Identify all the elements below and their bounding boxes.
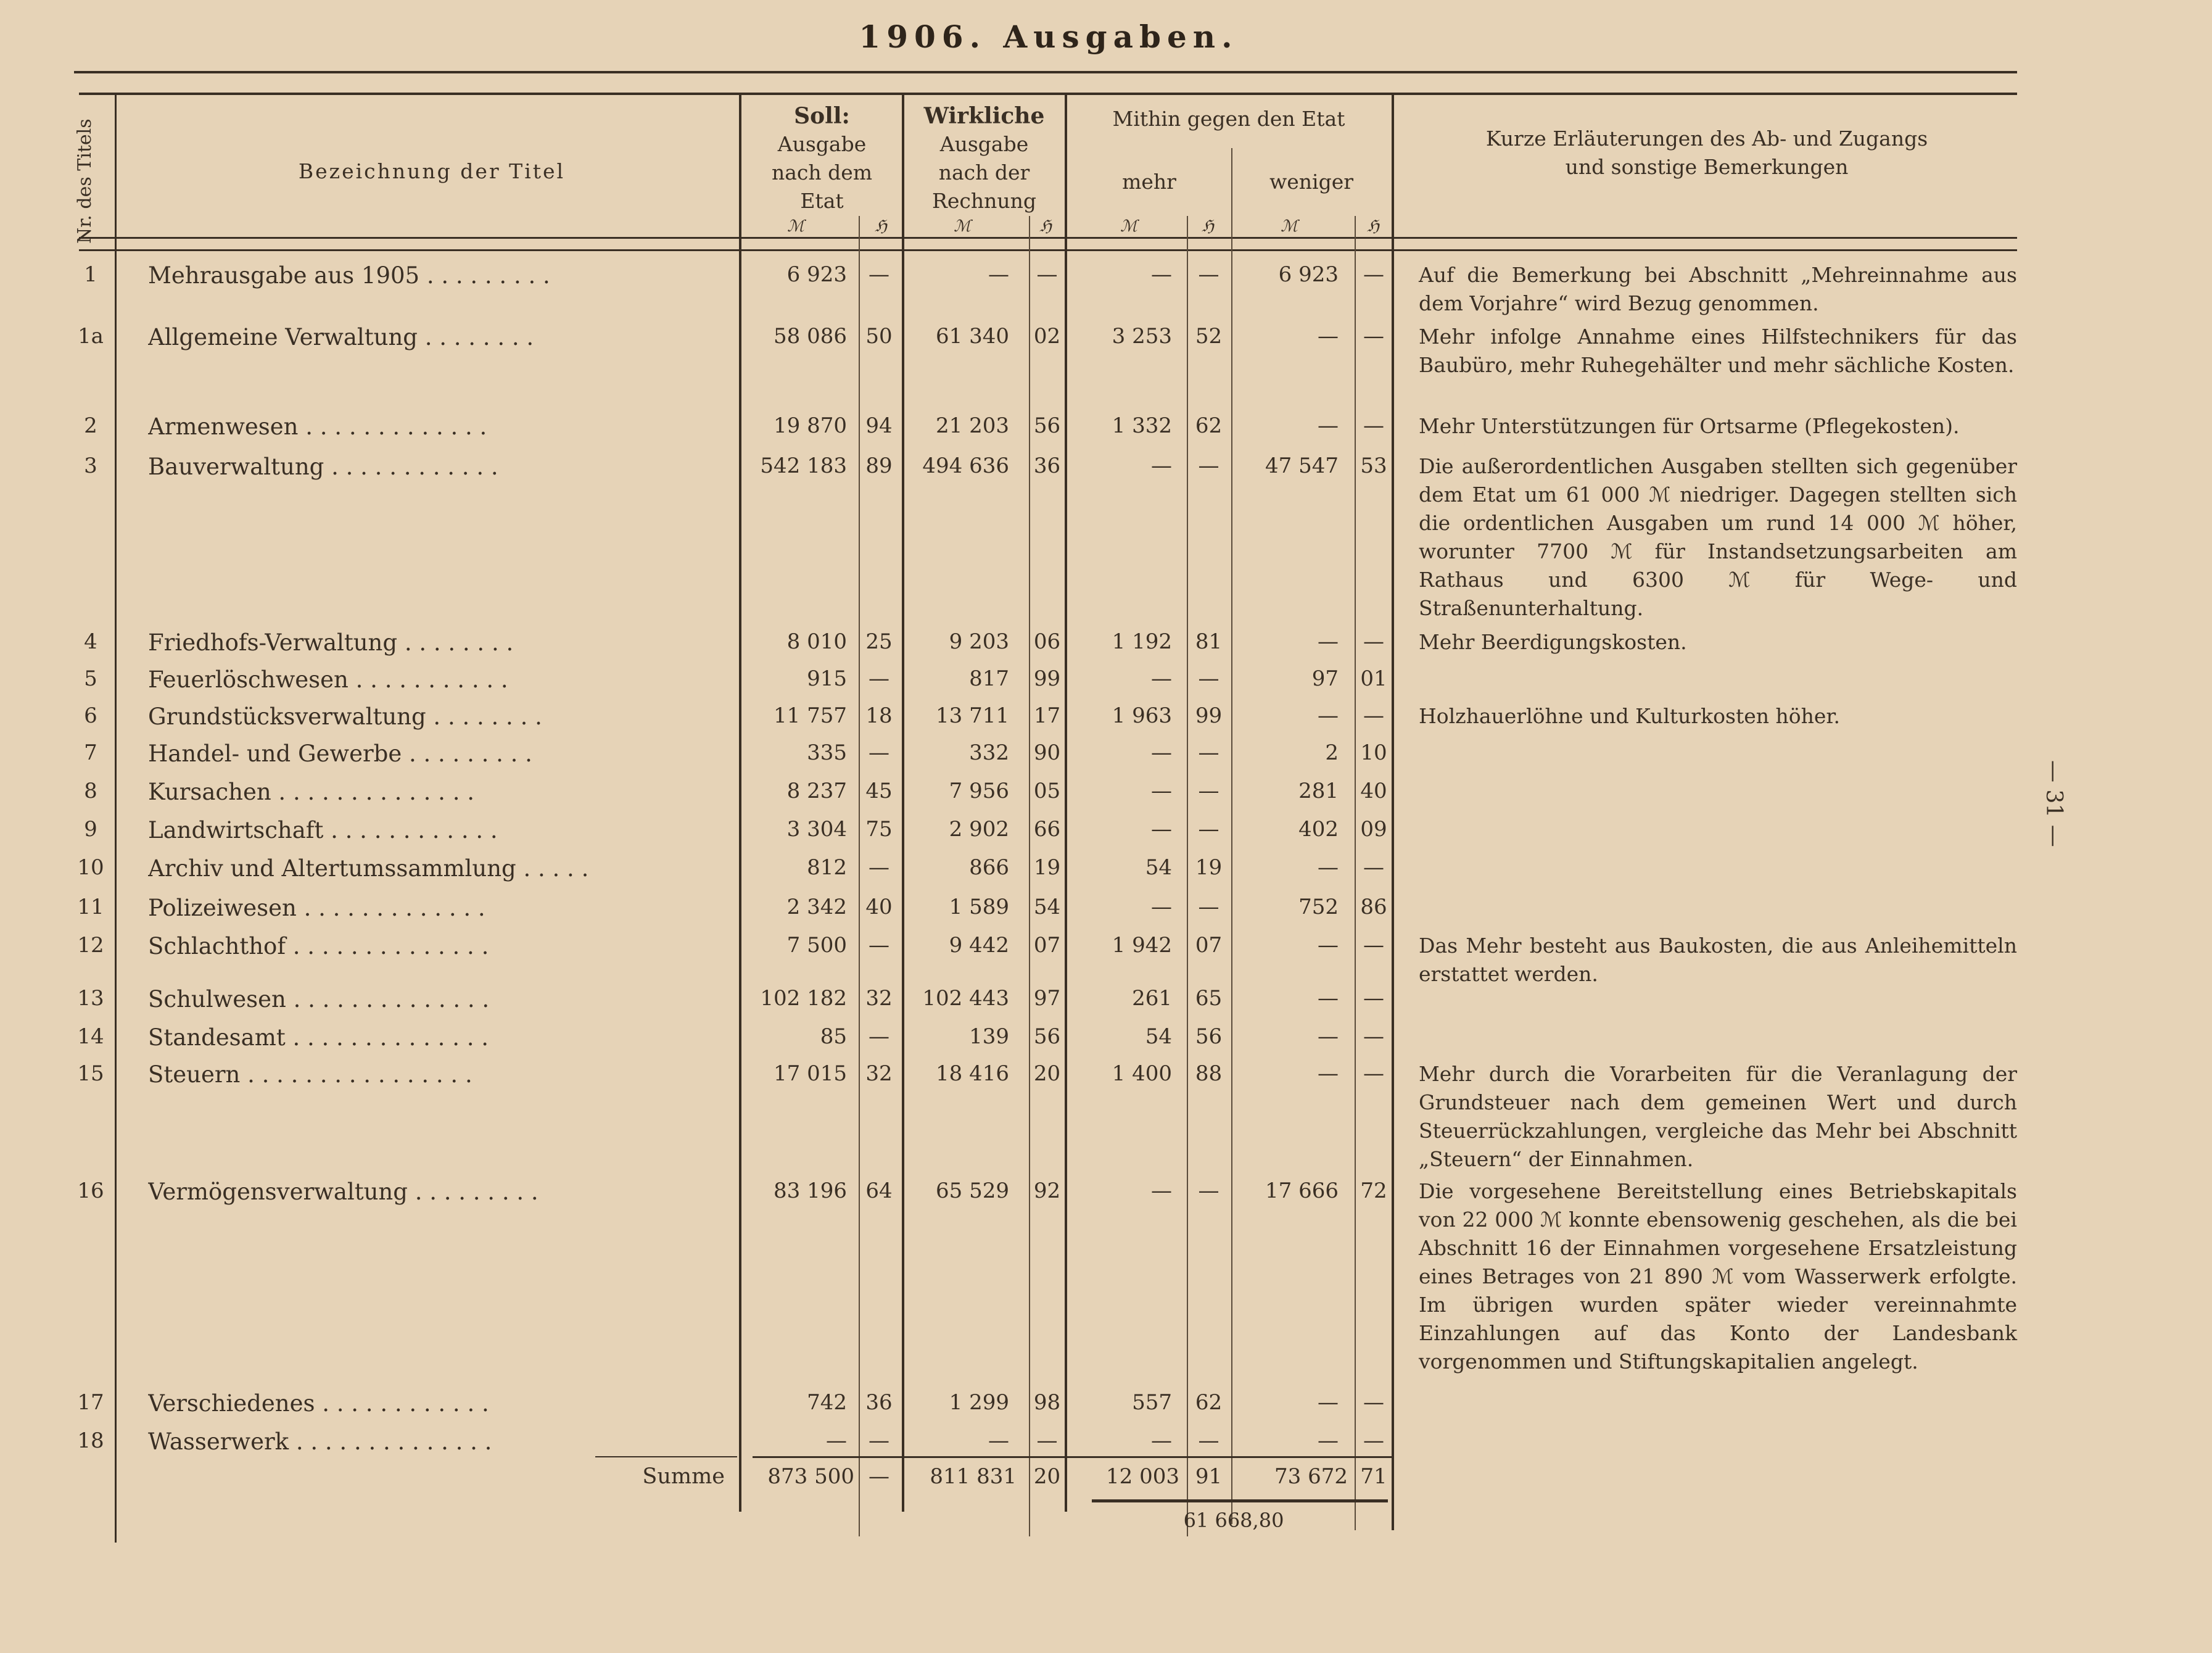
row-ist-pf: 05 xyxy=(1033,779,1061,803)
row-title: Kursachen . . . . . . . . . . . . . . xyxy=(148,779,474,805)
row-soll-m: 542 183 xyxy=(760,454,847,478)
row-mehr-pf: — xyxy=(1198,1428,1219,1453)
row-ist-m: 7 956 xyxy=(949,779,1009,803)
row-ist-m: 9 203 xyxy=(949,629,1009,654)
row-weniger-pf: — xyxy=(1363,933,1384,958)
row-weniger-m: — xyxy=(1318,1024,1339,1049)
row-mehr-pf: 62 xyxy=(1195,413,1223,438)
row-soll-pf: 64 xyxy=(865,1179,893,1203)
row-weniger-pf: 40 xyxy=(1360,779,1387,803)
row-soll-m: 8 237 xyxy=(786,779,847,803)
bemerkungen-header-l1: Kurze Erläuterungen des Ab- und Zugangs xyxy=(1485,126,1928,151)
row-soll-m: 11 757 xyxy=(774,703,847,728)
row-title: Bauverwaltung . . . . . . . . . . . . xyxy=(148,454,498,480)
row-ist-pf: 98 xyxy=(1033,1390,1061,1415)
row-ist-m: 332 xyxy=(969,740,1009,765)
row-nr: 7 xyxy=(84,740,97,765)
row-soll-pf: 25 xyxy=(865,629,893,654)
row-soll-m: 742 xyxy=(807,1390,847,1415)
row-ist-pf: 66 xyxy=(1033,817,1061,842)
body-top-rule xyxy=(79,249,2017,251)
summe-mehr-pf: 91 xyxy=(1195,1464,1223,1489)
header-bottom-rule xyxy=(79,237,2017,239)
row-weniger-m: 97 xyxy=(1311,666,1339,691)
col-rule-weniger xyxy=(1231,148,1232,1524)
row-soll-pf: — xyxy=(869,855,889,880)
bemerkungen-header-l2: und sonstige Bemerkungen xyxy=(1565,155,1849,179)
row-nr: 3 xyxy=(84,454,97,478)
summe-ist-m: 811 831 xyxy=(930,1464,1017,1489)
row-title: Allgemeine Verwaltung . . . . . . . . xyxy=(148,324,534,350)
row-weniger-m: — xyxy=(1318,629,1339,654)
row-mehr-pf: 07 xyxy=(1195,933,1223,958)
row-soll-pf: — xyxy=(869,933,889,958)
row-mehr-m: — xyxy=(1151,666,1172,691)
row-weniger-m: — xyxy=(1318,855,1339,880)
row-soll-m: 2 342 xyxy=(786,895,847,919)
wirkliche-header-l1: Wirkliche xyxy=(923,103,1045,129)
row-mehr-pf: 65 xyxy=(1195,986,1223,1011)
row-title: Archiv und Altertumssammlung . . . . . xyxy=(148,855,589,882)
row-ist-pf: 97 xyxy=(1033,986,1061,1011)
row-remark: Die außerordentlichen Ausgaben stellten sich gegenüber dem Etat um 61 000 ℳ niedriger. Dagegen stellten sich die ordentlichen Ausgaben um rund 14 000 ℳ höher, worunter 7700 ℳ für Instandsetzungsarbeiten am Rathaus und 6300 ℳ für Wege- und Straßenunterhaltung. xyxy=(1419,454,2017,620)
row-ist-pf: 56 xyxy=(1033,413,1061,438)
row-soll-m: 8 010 xyxy=(786,629,847,654)
row-nr: 18 xyxy=(77,1428,104,1453)
row-ist-m: 866 xyxy=(969,855,1009,880)
row-mehr-m: 54 xyxy=(1145,855,1172,880)
row-mehr-m: 1 332 xyxy=(1112,413,1172,438)
row-soll-m: 335 xyxy=(807,740,847,765)
row-soll-pf: 18 xyxy=(865,703,893,728)
row-nr: 14 xyxy=(77,1024,104,1049)
row-ist-m: 139 xyxy=(969,1024,1009,1049)
row-ist-m: — xyxy=(988,262,1009,287)
row-mehr-pf: 99 xyxy=(1195,703,1223,728)
row-soll-m: 812 xyxy=(807,855,847,880)
summe-rule xyxy=(753,1456,1394,1458)
row-title: Standesamt . . . . . . . . . . . . . . xyxy=(148,1024,489,1051)
col-rule-ist xyxy=(902,93,904,1512)
header-top-rule xyxy=(79,93,2017,95)
row-mehr-pf: 19 xyxy=(1195,855,1223,880)
unit-pf-soll: ℌ xyxy=(875,217,887,236)
col-rule-mehr xyxy=(1065,93,1067,1512)
row-mehr-m: — xyxy=(1151,1179,1172,1203)
row-ist-pf: 92 xyxy=(1033,1179,1061,1203)
difference-rule xyxy=(1092,1499,1388,1502)
row-nr: 10 xyxy=(77,855,104,880)
row-mehr-m: — xyxy=(1151,454,1172,478)
wirkliche-header xyxy=(906,102,1063,215)
row-weniger-m: — xyxy=(1318,703,1339,728)
summe-weniger-pf: 71 xyxy=(1360,1464,1387,1489)
row-ist-m: 65 529 xyxy=(936,1179,1009,1203)
row-ist-pf: 90 xyxy=(1033,740,1061,765)
row-ist-pf: 17 xyxy=(1033,703,1061,728)
row-nr: 8 xyxy=(84,779,97,803)
nr-header: Nr. des Titels xyxy=(74,118,96,244)
unit-pf-mehr: ℌ xyxy=(1202,217,1214,236)
row-ist-pf: 07 xyxy=(1033,933,1061,958)
top-rule xyxy=(74,71,2017,73)
row-weniger-m: — xyxy=(1318,986,1339,1011)
row-mehr-m: — xyxy=(1151,895,1172,919)
unit-pf-ist: ℌ xyxy=(1039,217,1052,236)
row-mehr-pf: 56 xyxy=(1195,1024,1223,1049)
row-ist-m: 1 589 xyxy=(949,895,1009,919)
row-nr: 6 xyxy=(84,703,97,728)
row-weniger-pf: — xyxy=(1363,1428,1384,1453)
summe-soll-m: 873 500 xyxy=(767,1464,854,1489)
row-weniger-m: — xyxy=(1318,1390,1339,1415)
row-soll-pf: 94 xyxy=(865,413,893,438)
row-title: Mehrausgabe aus 1905 . . . . . . . . . xyxy=(148,262,550,289)
row-soll-pf: 89 xyxy=(865,454,893,478)
row-mehr-m: — xyxy=(1151,779,1172,803)
row-ist-m: 2 902 xyxy=(949,817,1009,842)
row-title: Friedhofs-Verwaltung . . . . . . . . xyxy=(148,629,514,656)
weniger-header: weniger xyxy=(1269,170,1353,194)
col-rule-soll xyxy=(739,93,741,1512)
row-weniger-pf: — xyxy=(1363,413,1384,438)
row-mehr-pf: — xyxy=(1198,666,1219,691)
row-nr: 9 xyxy=(84,817,97,842)
row-weniger-pf: 72 xyxy=(1360,1179,1387,1203)
row-remark: Mehr durch die Vorarbeiten für die Veranlagung der Grundsteuer nach dem gemeinen Wert und durch Steuerrückzahlungen, vergleiche das Mehr bei Abschnitt „Steuern“ der Einnahmen. xyxy=(1419,1062,2017,1171)
row-weniger-m: — xyxy=(1318,413,1339,438)
row-ist-pf: 20 xyxy=(1033,1061,1061,1086)
row-mehr-m: 261 xyxy=(1132,986,1172,1011)
row-soll-pf: 40 xyxy=(865,895,893,919)
row-mehr-m: 1 963 xyxy=(1112,703,1172,728)
row-mehr-pf: 62 xyxy=(1195,1390,1223,1415)
row-nr: 15 xyxy=(77,1061,104,1086)
row-weniger-m: — xyxy=(1318,1428,1339,1453)
soll-header-l2: Ausgabe xyxy=(777,132,867,156)
row-remark: Mehr Unterstützungen für Ortsarme (Pflegekosten). xyxy=(1419,414,1960,438)
row-weniger-pf: — xyxy=(1363,324,1384,349)
row-weniger-pf: — xyxy=(1363,703,1384,728)
row-soll-m: 102 182 xyxy=(760,986,847,1011)
row-title: Handel- und Gewerbe . . . . . . . . . xyxy=(148,740,532,767)
col-rule-mehr-pf xyxy=(1187,216,1188,1536)
unit-mark-weniger: ℳ xyxy=(1281,217,1298,236)
row-soll-m: 7 500 xyxy=(786,933,847,958)
row-soll-pf: 75 xyxy=(865,817,893,842)
row-mehr-m: 1 942 xyxy=(1112,933,1172,958)
row-ist-pf: 06 xyxy=(1033,629,1061,654)
row-ist-pf: 36 xyxy=(1033,454,1061,478)
row-ist-m: — xyxy=(988,1428,1009,1453)
row-soll-pf: — xyxy=(869,1428,889,1453)
row-weniger-m: 2 xyxy=(1325,740,1339,765)
row-weniger-pf: — xyxy=(1363,629,1384,654)
row-weniger-m: — xyxy=(1318,1061,1339,1086)
wirkliche-header-l4: Rechnung xyxy=(932,189,1036,213)
row-mehr-pf: — xyxy=(1198,779,1219,803)
row-nr: 5 xyxy=(84,666,97,691)
summe-rule-label xyxy=(595,1456,737,1457)
row-weniger-pf: — xyxy=(1363,1390,1384,1415)
row-soll-pf: 36 xyxy=(865,1390,893,1415)
row-ist-pf: 99 xyxy=(1033,666,1061,691)
summe-label: Summe xyxy=(642,1464,725,1489)
row-remark: Das Mehr besteht aus Baukosten, die aus Anleihemitteln erstattet werden. xyxy=(1419,934,2017,986)
row-weniger-m: — xyxy=(1318,324,1339,349)
summe-difference: 61 668,80 xyxy=(1183,1509,1284,1532)
row-ist-m: 13 711 xyxy=(936,703,1009,728)
row-ist-m: 61 340 xyxy=(936,324,1009,349)
unit-mark-ist: ℳ xyxy=(954,217,971,236)
row-remark: Auf die Bemerkung bei Abschnitt „Mehreinnahme aus dem Vorjahre“ wird Bezug genommen. xyxy=(1419,263,2017,315)
row-soll-m: 17 015 xyxy=(774,1061,847,1086)
row-mehr-pf: 88 xyxy=(1195,1061,1223,1086)
row-title: Grundstücksverwaltung . . . . . . . . xyxy=(148,703,542,730)
row-weniger-m: 6 923 xyxy=(1278,262,1339,287)
row-nr: 4 xyxy=(84,629,97,654)
row-weniger-pf: — xyxy=(1363,855,1384,880)
row-mehr-m: — xyxy=(1151,262,1172,287)
row-soll-m: — xyxy=(826,1428,847,1453)
row-ist-m: 102 443 xyxy=(922,986,1009,1011)
row-ist-m: 18 416 xyxy=(936,1061,1009,1086)
row-mehr-m: 1 192 xyxy=(1112,629,1172,654)
row-ist-pf: — xyxy=(1036,262,1058,287)
row-mehr-m: — xyxy=(1151,817,1172,842)
soll-header-l4: Etat xyxy=(800,189,844,213)
row-ist-m: 21 203 xyxy=(936,413,1009,438)
row-ist-m: 1 299 xyxy=(949,1390,1009,1415)
row-soll-pf: 32 xyxy=(865,986,893,1011)
row-title: Armenwesen . . . . . . . . . . . . . xyxy=(148,413,487,440)
row-soll-pf: 32 xyxy=(865,1061,893,1086)
row-ist-pf: 02 xyxy=(1033,324,1061,349)
row-soll-m: 3 304 xyxy=(786,817,847,842)
bemerkungen-header xyxy=(1395,125,2018,181)
row-soll-m: 58 086 xyxy=(774,324,847,349)
row-mehr-pf: — xyxy=(1198,454,1219,478)
page-title: 1906. Ausgaben. xyxy=(859,19,1239,55)
row-mehr-m: 54 xyxy=(1145,1024,1172,1049)
wirkliche-header-l3: nach der xyxy=(938,160,1030,184)
row-mehr-pf: — xyxy=(1198,1179,1219,1203)
row-mehr-m: 3 253 xyxy=(1112,324,1172,349)
row-weniger-pf: 10 xyxy=(1360,740,1387,765)
row-ist-m: 9 442 xyxy=(949,933,1009,958)
row-weniger-m: 752 xyxy=(1298,895,1339,919)
row-soll-pf: — xyxy=(869,1024,889,1049)
row-weniger-m: 17 666 xyxy=(1265,1179,1339,1203)
row-weniger-pf: 01 xyxy=(1360,666,1387,691)
summe-weniger-m: 73 672 xyxy=(1274,1464,1348,1489)
row-ist-pf: 54 xyxy=(1033,895,1061,919)
row-weniger-pf: 53 xyxy=(1360,454,1387,478)
row-soll-pf: — xyxy=(869,262,889,287)
soll-header xyxy=(743,102,901,215)
row-ist-pf: 56 xyxy=(1033,1024,1061,1049)
row-ist-pf: — xyxy=(1036,1428,1058,1453)
summe-ist-pf: 20 xyxy=(1033,1464,1061,1489)
row-title: Landwirtschaft . . . . . . . . . . . . xyxy=(148,817,498,843)
row-soll-m: 6 923 xyxy=(786,262,847,287)
row-weniger-pf: — xyxy=(1363,1024,1384,1049)
row-remark: Mehr Beerdigungskosten. xyxy=(1419,630,1687,654)
row-title: Feuerlöschwesen . . . . . . . . . . . xyxy=(148,666,508,693)
row-ist-m: 494 636 xyxy=(922,454,1009,478)
row-mehr-pf: — xyxy=(1198,740,1219,765)
row-mehr-pf: — xyxy=(1198,895,1219,919)
row-nr: 2 xyxy=(84,413,97,438)
row-weniger-pf: 86 xyxy=(1360,895,1387,919)
unit-mark-soll: ℳ xyxy=(787,217,804,236)
row-soll-pf: 50 xyxy=(865,324,893,349)
row-remark: Die vorgesehene Bereitstellung eines Betriebskapitals von 22 000 ℳ konnte ebensowenig geschehen, als die bei Abschnitt 16 der Einnahmen vorgesehene Ersatzleistung eines Betrages von 21 890 ℳ vom Wasserwerk erfolgte. Im übrigen wurden später wieder vereinnahmte Einzahlungen auf das Konto der Landesbank vorgenommen und Stiftungskapitalien angelegt. xyxy=(1419,1179,2017,1373)
row-mehr-pf: — xyxy=(1198,262,1219,287)
row-soll-m: 915 xyxy=(807,666,847,691)
row-soll-m: 85 xyxy=(820,1024,847,1049)
row-mehr-m: 1 400 xyxy=(1112,1061,1172,1086)
row-weniger-m: 281 xyxy=(1298,779,1339,803)
col-rule-nr xyxy=(115,93,117,1543)
row-soll-m: 83 196 xyxy=(774,1179,847,1203)
row-mehr-m: 557 xyxy=(1132,1390,1172,1415)
row-ist-m: 817 xyxy=(969,666,1009,691)
row-soll-pf: — xyxy=(869,666,889,691)
row-weniger-pf: 09 xyxy=(1360,817,1387,842)
row-title: Polizeiwesen . . . . . . . . . . . . . xyxy=(148,895,485,921)
row-mehr-m: — xyxy=(1151,1428,1172,1453)
row-weniger-pf: — xyxy=(1363,262,1384,287)
soll-header-l1: Soll: xyxy=(794,103,850,129)
soll-header-l3: nach dem xyxy=(771,160,873,184)
row-title: Wasserwerk . . . . . . . . . . . . . . xyxy=(148,1428,492,1455)
row-mehr-pf: — xyxy=(1198,817,1219,842)
row-title: Schlachthof . . . . . . . . . . . . . . xyxy=(148,933,489,959)
row-remark: Holzhauerlöhne und Kulturkosten höher. xyxy=(1419,704,1841,728)
row-title: Vermögensverwaltung . . . . . . . . . xyxy=(148,1179,539,1205)
row-nr: 1a xyxy=(78,324,104,349)
summe-mehr-m: 12 003 xyxy=(1106,1464,1179,1489)
summe-soll-pf: — xyxy=(869,1464,889,1489)
row-remark: Mehr infolge Annahme eines Hilfstechnikers für das Baubüro, mehr Ruhegehälter und mehr sächliche Kosten. xyxy=(1419,325,2017,377)
row-mehr-pf: 81 xyxy=(1195,629,1223,654)
row-nr: 12 xyxy=(77,933,104,958)
mithin-header: Mithin gegen den Etat xyxy=(1112,107,1345,131)
unit-pf-weniger: ℌ xyxy=(1367,217,1379,236)
wirkliche-header-l2: Ausgabe xyxy=(939,132,1029,156)
row-nr: 13 xyxy=(77,986,104,1011)
row-weniger-m: — xyxy=(1318,933,1339,958)
col-rule-soll-pf xyxy=(859,216,860,1536)
row-mehr-pf: 52 xyxy=(1195,324,1223,349)
row-weniger-m: 47 547 xyxy=(1265,454,1339,478)
row-weniger-pf: — xyxy=(1363,1061,1384,1086)
row-weniger-m: 402 xyxy=(1298,817,1339,842)
col-rule-remarks xyxy=(1392,93,1394,1530)
row-soll-m: 19 870 xyxy=(774,413,847,438)
row-ist-pf: 19 xyxy=(1033,855,1061,880)
row-title: Steuern . . . . . . . . . . . . . . . . xyxy=(148,1061,473,1088)
row-nr: 16 xyxy=(77,1179,104,1203)
row-soll-pf: 45 xyxy=(865,779,893,803)
unit-mark-mehr: ℳ xyxy=(1120,217,1137,236)
row-nr: 1 xyxy=(84,262,97,287)
page-number: — 31 — xyxy=(2041,760,2066,847)
row-title: Verschiedenes . . . . . . . . . . . . xyxy=(148,1390,489,1417)
row-title: Schulwesen . . . . . . . . . . . . . . xyxy=(148,986,490,1013)
row-weniger-pf: — xyxy=(1363,986,1384,1011)
row-nr: 11 xyxy=(77,895,104,919)
row-soll-pf: — xyxy=(869,740,889,765)
mehr-header: mehr xyxy=(1122,170,1176,194)
bezeichnung-header: Bezeichnung der Titel xyxy=(298,159,566,183)
row-nr: 17 xyxy=(77,1390,104,1415)
row-mehr-m: — xyxy=(1151,740,1172,765)
